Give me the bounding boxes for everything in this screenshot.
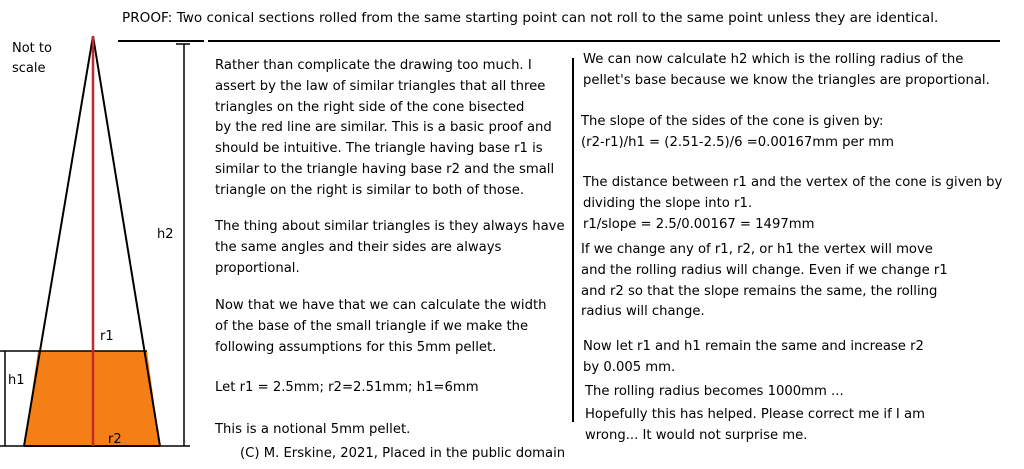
right-paragraph-1 [583,50,990,92]
footer-copyright: (C) M. Erskine, 2021, Placed in the public domain [240,446,566,461]
text-line: (r2-r1)/h1 = (2.51-2.5)/6 =0.00167mm per mm [581,134,894,150]
text-line: This is a notional 5mm pellet. [215,422,411,437]
label-h2: h2 [157,227,174,242]
left-paragraph-4 [215,378,479,399]
text-line: We can now calculate h2 which is the rolling radius of the [583,52,964,67]
text-line: The thing about similar triangles is they always have [215,219,565,234]
label-not-to-scale-line2: scale [12,61,46,76]
text-line: triangles on the right side of the cone bisected [215,99,525,115]
right-paragraph-6 [585,382,844,403]
label-not-to-scale-line1: Not to [12,41,52,56]
text-line: Hopefully this has helped. Please correct me if I am [585,407,925,422]
right-paragraph-7 [585,405,925,447]
left-paragraph-1 [215,56,554,202]
text-line: of the base of the small triangle if we make the [215,318,529,334]
text-line: triangle on the right is similar to both of those. [215,182,525,198]
right-paragraph-5 [583,337,924,379]
text-line: Rather than complicate the drawing too much. I [215,58,532,73]
left-paragraph-5 [215,420,410,441]
left-paragraph-3 [215,296,546,358]
text-line: Now let r1 and h1 remain the same and increase r2 [583,339,924,354]
text-line: similar to the triangle having base r2 and the small [215,161,555,177]
text-line: by 0.005 mm. [583,359,676,375]
column-divider [572,58,574,422]
title-underline-right [208,40,1000,42]
label-r1: r1 [100,329,114,344]
text-line: dividing the slope into r1. [583,195,753,211]
text-line: pellet's base because we know the triangles are proportional. [583,72,990,88]
text-line: assert by the law of similar triangles that all three [215,78,546,94]
text-line: and r2 so that the slope remains the same, the rolling [581,283,938,299]
label-r2: r2 [108,432,122,447]
text-line: proportional. [215,260,300,276]
text-line: r1/slope = 2.5/0.00167 = 1497mm [583,216,815,232]
right-paragraph-3 [583,173,1002,235]
text-line: and the rolling radius will change. Even if we change r1 [581,262,948,278]
text-line: should be intuitive. The triangle having base r1 is [215,141,543,157]
text-line: Let r1 = 2.5mm; r2=2.51mm; h1=6mm [215,380,479,395]
text-line: wrong... It would not surprise me. [585,427,808,443]
text-line: If we change any of r1, r2, or h1 the vertex will move [581,242,933,257]
text-line: by the red line are similar. This is a basic proof and [215,120,552,136]
label-h1: h1 [8,373,25,388]
right-paragraph-4 [581,240,948,323]
page-title: PROOF: Two conical sections rolled from the same starting point can not roll to the same point unless they are identical. [122,10,939,26]
text-line: following assumptions for this 5mm pellet. [215,339,497,355]
cone-diagram [0,0,210,469]
text-line: The distance between r1 and the vertex of the cone is given by [583,175,1003,190]
text-line: The slope of the sides of the cone is given by: [581,114,884,129]
left-paragraph-2 [215,217,565,279]
text-line: radius will change. [581,304,705,320]
right-paragraph-2 [581,112,894,154]
text-line: the same angles and their sides are always [215,239,502,255]
text-line: The rolling radius becomes 1000mm ... [585,384,844,399]
text-line: Now that we have that we can calculate the width [215,298,547,313]
